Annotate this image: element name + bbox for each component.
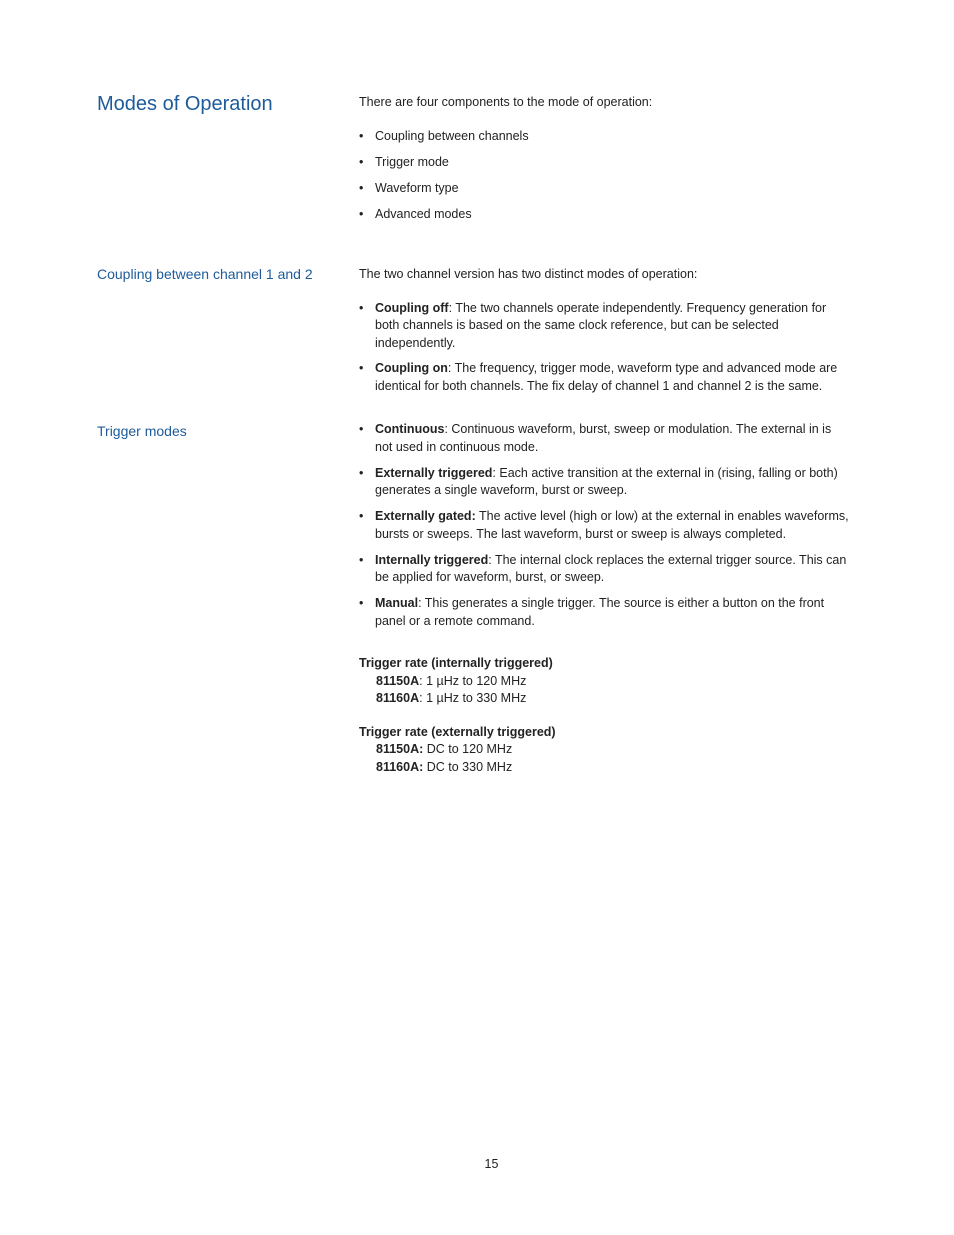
bullet-icon: •: [359, 509, 364, 523]
list-item: • Internally triggered: The internal clock replaces the external trigger source. This can be applied for waveform, burst, or sweep.: [359, 552, 847, 584]
bullet-icon: •: [359, 552, 364, 567]
list-item: • Advanced modes: [359, 206, 849, 224]
spec-title: Trigger rate (externally triggered): [359, 724, 556, 739]
spec-row: 81160A: DC to 330 MHz: [376, 759, 513, 774]
coupling-list: [359, 300, 849, 396]
bullet-icon: •: [359, 422, 364, 436]
spec-row: 81150A: 1 µHz to 120 MHz: [376, 673, 527, 688]
trigger-heading: Trigger modes: [97, 423, 187, 439]
list-item: • Externally gated: The active level (high or low) at the external in enables waveforms, bursts or sweeps. The last waveform, burst or sweep is always completed.: [359, 509, 849, 541]
spec-row: 81150A: DC to 120 MHz: [376, 742, 513, 756]
trigger-content: [359, 421, 849, 776]
bullet-icon: •: [359, 596, 364, 610]
list-item: • Coupling between channels: [359, 128, 849, 146]
modes-intro: There are four components to the mode of operation:: [359, 95, 653, 109]
trigger-rate-internal: [359, 655, 849, 708]
page-number: 15: [484, 1157, 499, 1171]
coupling-content: [359, 266, 849, 395]
list-item: • Trigger mode: [359, 154, 849, 172]
modes-content: [359, 94, 849, 223]
bullet-icon: •: [359, 128, 364, 143]
bullet-icon: •: [359, 300, 364, 315]
bullet-icon: •: [359, 154, 364, 169]
trigger-rate-external: [359, 724, 849, 777]
bullet-icon: •: [359, 180, 364, 195]
spec-title: Trigger rate (internally triggered): [359, 656, 553, 670]
trigger-list: [359, 421, 849, 630]
coupling-heading: Coupling between channel 1 and 2: [97, 266, 313, 282]
coupling-intro: The two channel version has two distinct modes of operation:: [359, 267, 698, 281]
list-item: • Manual: This generates a single trigger. The source is either a button on the front panel or a remote command.: [359, 596, 825, 628]
list-item: • Externally triggered: Each active transition at the external in (rising, falling or both) generates a single waveform, burst or sweep.: [359, 465, 838, 497]
list-item: • Coupling off: The two channels operate independently. Frequency generation for both channels is based on the same clock reference, but can be selected independently.: [359, 300, 827, 350]
spec-row: 81160A: 1 µHz to 330 MHz: [376, 691, 527, 705]
list-item: • Coupling on: The frequency, trigger mode, waveform type and advanced mode are identical for both channels. The fix delay of channel 1 and channel 2 is the same.: [359, 361, 838, 393]
list-item: • Waveform type: [359, 180, 849, 198]
bullet-icon: •: [359, 361, 364, 375]
bullet-icon: •: [359, 206, 364, 221]
bullet-icon: •: [359, 465, 364, 480]
page-title: Modes of Operation: [97, 93, 273, 115]
modes-list: [359, 128, 849, 224]
list-item: • Continuous: Continuous waveform, burst, sweep or modulation. The external in is not used in continuous mode.: [359, 422, 832, 454]
